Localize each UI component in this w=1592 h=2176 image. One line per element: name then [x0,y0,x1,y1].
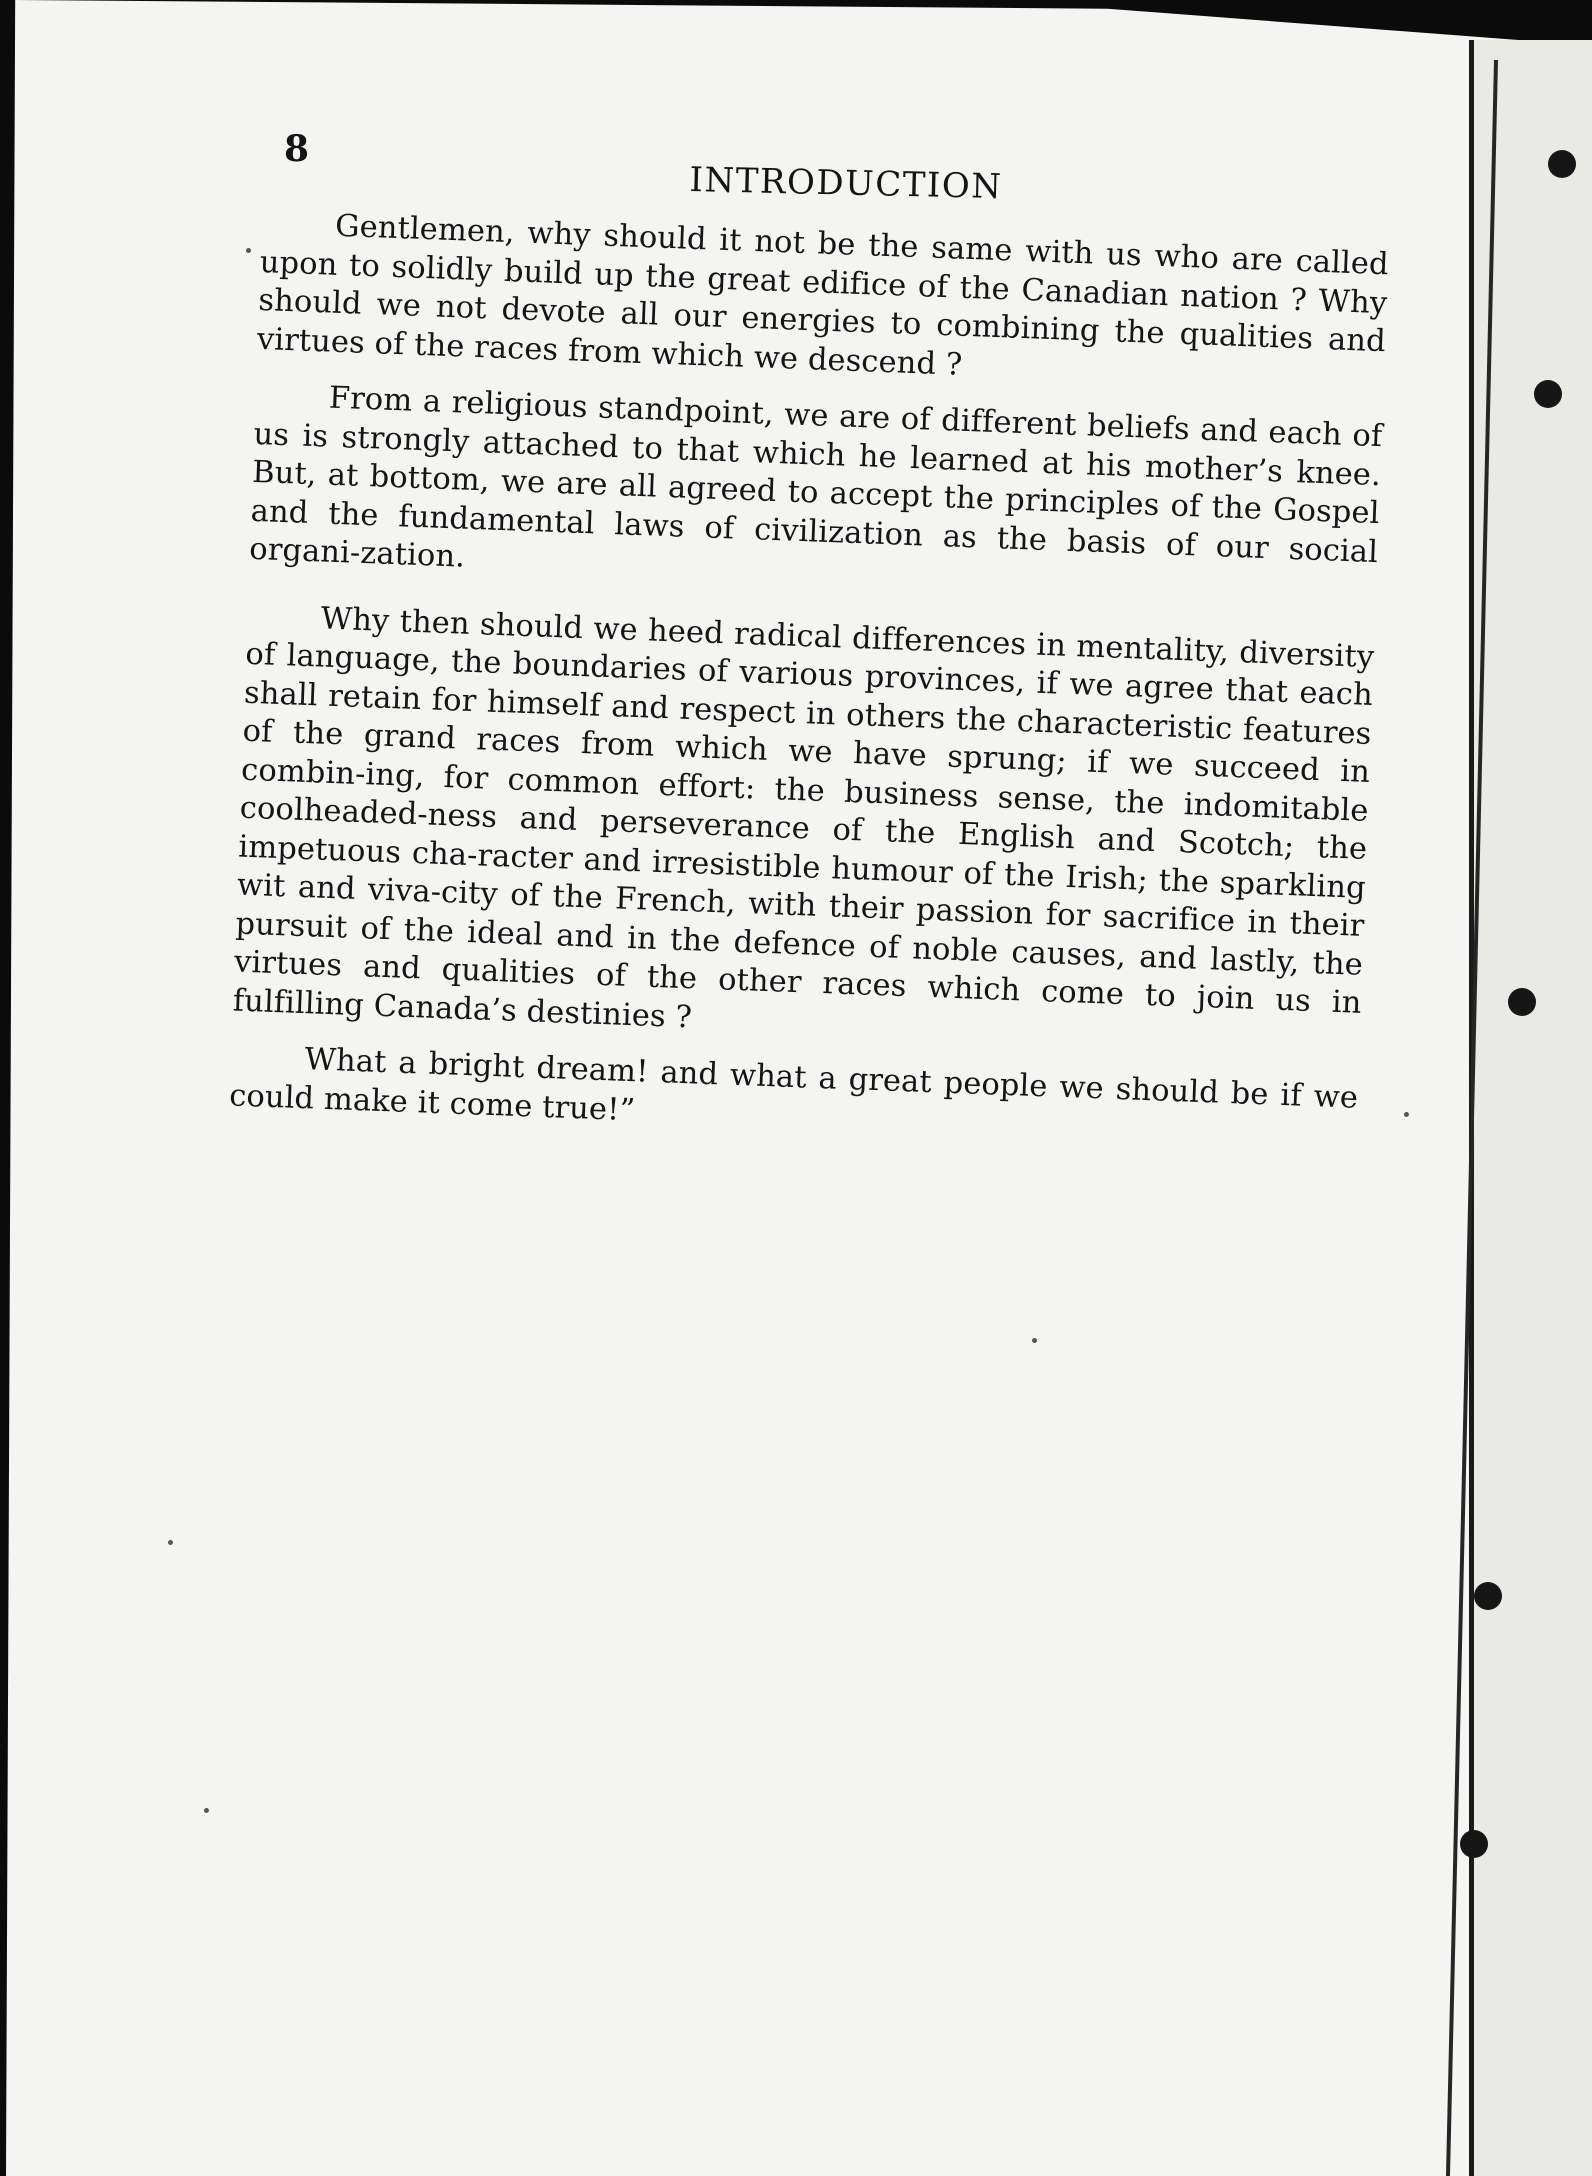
paragraph: Gentlemen, why should it not be the same with us who are called upon to solidly build up the great edifice of the Canadian nation ? Why should we not devote all our energies to combining the qualities and virtues of the races from which we descend ? [256,208,1390,383]
running-head: INTRODUCTION [689,160,1003,208]
dust-speck [204,1808,209,1813]
body-text [228,205,1389,1175]
binding-mark [1534,380,1562,408]
dust-speck [246,248,251,253]
binding-mark [1460,1830,1488,1858]
paragraph: What a bright dream! and what a great people we should be if we could make it come true!” [228,1042,1359,1128]
dust-speck [1404,1112,1409,1117]
binding-mark [1508,988,1536,1016]
binding-mark [1548,150,1576,178]
page-number: 8 [284,128,310,170]
paragraph: Why then should we heed radical differences in mentality, diversity of language, the boundaries of various provinces, if we agree that each shall retain for himself and respect in others the characteristic features of the grand races from which we have sprung; if we succeed in combin-ing, for common effort: the business sense, the indomitable coolheaded-ness and perseverance of the English and Scotch; the impetuous cha-racter and irresistible humour of the Irish; the sparkling wit and viva-city of the French, with their passion for sacrifice in their pursuit of the ideal and in the defence of noble causes, and lastly, the virtues and qualities of the other races which come to join us in fulfilling Canada’s destinies ? [232,600,1375,1035]
dust-speck [168,1540,173,1545]
binding-mark [1474,1582,1502,1610]
dust-speck [1032,1338,1037,1343]
paragraph: From a religious standpoint, we are of different beliefs and each of us is strongly attached to that which he learned at his mother’s knee. But, at bottom, we are all agreed to accept the principles of the Gospel and the fundamental laws of civilization as the basis of our social organi-zation. [248,380,1383,575]
